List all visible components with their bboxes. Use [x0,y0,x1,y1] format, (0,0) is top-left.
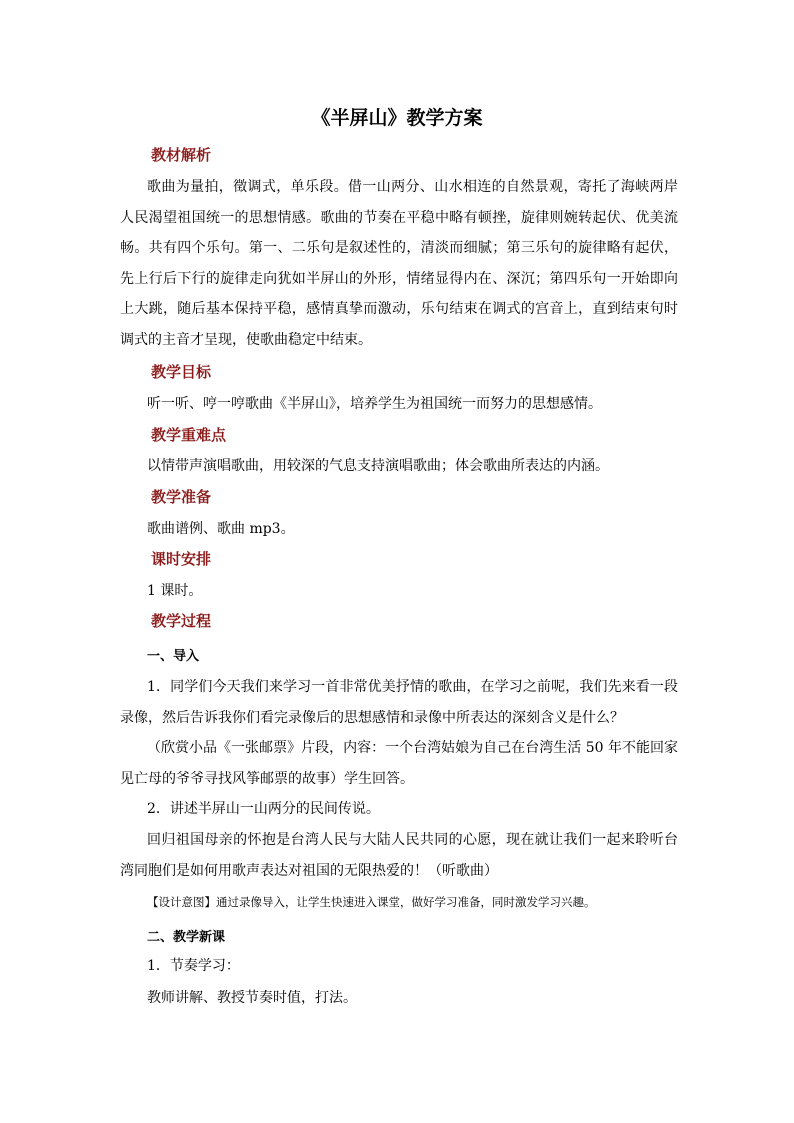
schedule-paragraph: 1 课时。 [147,583,203,599]
intro-paragraph-2: （欣赏小品《一张邮票》片段，内容：一个台湾姑娘为自己在台湾生活 50 年不能回家见亡母的爷爷寻找风筝邮票的故事）学生回答。 [120,740,678,787]
design-intent-note: 【设计意图】通过录像导入，让学生快速进入课堂，做好学习准备，同时激发学习兴趣。 [147,895,596,909]
intro-paragraph-1: 1．同学们今天我们来学习一首非常优美抒情的歌曲，在学习之前呢，我们先来看一段录像，然后告诉我你们看完录像后的思想感情和录像中所表达的深刻含义是什么？ [120,679,678,726]
section-heading-textbook-analysis: 教材解析 [151,146,212,164]
key-points-paragraph: 以情带声演唱歌曲，用较深的气息支持演唱歌曲；体会歌曲所表达的内涵。 [147,458,609,474]
part-heading-intro: 一、导入 [147,649,200,664]
page-title: 《半屏山》教学方案 [311,107,483,129]
new-lesson-paragraph-1: 1．节奏学习： [147,958,240,974]
intro-paragraph-4: 回归祖国母亲的怀抱是台湾人民与大陆人民共同的心愿，现在就让我们一起来聆听台湾同胞们是如何用歌声表达对祖国的无限热爱的！（听歌曲） [120,832,678,879]
section-heading-process: 教学过程 [151,612,212,630]
preparation-paragraph: 歌曲谱例、歌曲 mp3。 [147,521,295,537]
part-heading-new-lesson: 二、教学新课 [147,930,226,945]
textbook-analysis-paragraph: 歌曲为量拍，徵调式，单乐段。借一山两分、山水相连的自然景观，寄托了海峡两岸人民渴望祖国统一的思想情感。歌曲的节奏在平稳中略有顿挫，旋律则婉转起伏、优美流畅。共有四个乐句。第一、二乐句是叙述性的，清淡而细腻；第三乐句的旋律略有起伏，先上行后下行的旋律走向犹如半屏山的外形，情绪显得内在、深沉；第四乐句一开始即向上大跳，随后基本保持平稳，感情真挚而激动，乐句结束在调式的宫音上，直到结束句时调式的主音才呈现，使歌曲稳定中结束。 [120,179,678,348]
section-heading-schedule: 课时安排 [151,550,212,568]
section-heading-key-points: 教学重难点 [151,426,227,444]
section-heading-teaching-goals: 教学目标 [151,363,212,381]
teaching-goals-paragraph: 听一听、哼一哼歌曲《半屏山》，培养学生为祖国统一而努力的思想感情。 [147,396,602,412]
section-heading-preparation: 教学准备 [151,488,212,506]
intro-paragraph-3: 2．讲述半屏山一山两分的民间传说。 [147,801,380,817]
new-lesson-paragraph-2: 教师讲解、教授节奏时值，打法。 [147,990,357,1006]
